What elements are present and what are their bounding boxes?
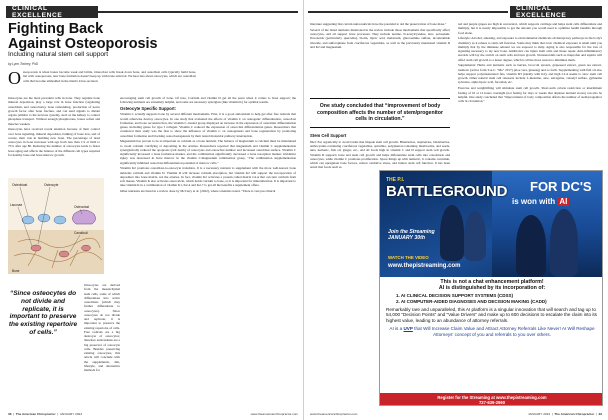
issue-date: JANUARY 2024 [59, 412, 82, 416]
paragraph: Diet: Eat organically to avoid toxins that impede stem cell growth. Blueberries, raspberries, blackberries, anthocyanin-containing cruciferous vegetables, spirulina, polyphenol-containing mushrooms, and seeds, nuts, turmeric, fish oil, ginger, etc., and all foods high in vitamin C and D support stem cell growth. Vitamin D supports bone and stem cell growth and helps differentiate stem cells into osteoblasts and osteocytes, while vitamin C promotes proliferation. Space things up with turmeric, it contains curcumin, which can upregulate bone factors, reduce oxidative stress, and induce stem cell function. It has been noted that foods such as [310, 139, 450, 170]
article-title [8, 22, 158, 51]
byline: by Lynn Toohey, PhD [8, 62, 39, 66]
paragraph: Osteocytes are the most prevalent cells in bone. They regulate bone mineral deposition, play a large role in bone function (regulating osteoblasts and osteoclasts), bone remodeling, production of nerve growth factor after bone fracture, and can send signals to distant organs (similar to the nervous system), such as the kidney to control phosphate transport. Without enough phosphorous, bones soften and muscles weaken. [8, 96, 100, 126]
ad-uvp [386, 326, 598, 338]
paragraph: red and purple grapes are high in resveratrol, which supports cartilage and helps stem cells differentiate and multiply, but it is nearly impossible to get the amount you would need to optimize health benefits through food alone. [458, 22, 602, 35]
paragraph: Osteocytes have received recent attention because of their control over bone signaling, mineral deposition, bulking of bone loss, and of course, their role in building new bone. The percentage of dead osteocytes in bone increases with age from less than 1% at birth to 75% after age 80. Reducing the number of osteocytes leads to faster bone aging and affects the balance of the different cell types required for healthy bone and bone marrow growth. [8, 127, 100, 157]
right-footer [310, 410, 602, 418]
label-osteocyte: Osteocyte [44, 183, 59, 187]
magazine-name: The American Chiropractor [554, 412, 595, 416]
list-item: 2. AI COMPUTER-AIDED DIAGNOSES AND DECISION MAKING (CADD) [396, 299, 547, 304]
ad-heading-2: AI is distinguished by its incorporation of: [438, 285, 546, 292]
banner-rule [98, 11, 298, 13]
ad-site-url[interactable]: www.thepistreaming.com [388, 263, 461, 269]
drop-cap: O [8, 67, 21, 88]
banner-rule [308, 11, 508, 13]
ad-stream-date: Join the Streaming JANUARY 30th [388, 229, 435, 242]
intro-paragraph [8, 67, 196, 88]
ad-person-silhouette [550, 209, 578, 277]
article-subtitle: Including natural stem cell support [8, 51, 109, 58]
page-number: 39 [598, 412, 602, 416]
ad-heading-1: This is not a chat enhancement platform! [440, 279, 544, 285]
paragraph: Exercise and weightlifting will stimulate stem cell growth. Short-term calorie restriction or intermittent fasting of 16 or 12 hours overnight (not fasting for days or weeks that depletes nutrient stores) can also be helpful. One study concluded that "improvement of body composition affects the number of stem/progenitor cells in circulation." [458, 86, 602, 104]
pull-quote: One study concluded that “improvement of body composition affects the number of stem/progenitor cells in circulation.” [310, 98, 450, 128]
article-title-line1: Fighting Back [8, 21, 104, 37]
right-column-1b [310, 132, 450, 171]
label-canaliculi: Canaliculi [74, 231, 88, 235]
ad-register-bar[interactable] [380, 393, 603, 406]
ad-right-headline [530, 181, 592, 193]
right-column-1 [310, 22, 450, 51]
left-column-1 [8, 96, 100, 159]
ad-for-dcs: FOR DC'S [530, 179, 592, 194]
paragraph: literature suggesting that certain nutraceuticals have the potential to aid the preservation of bone mass." [310, 22, 447, 26]
paragraph: Supplements: Herbs and nutrients such as berries, broccoli sprouts, grapeseed extract, green tea extract, turmeric (active form T.A.C. "Me" 2017) (aloe vera, ginseng) and so forth. Supplementing with fish oil also helps support polyunsaturated fats, vitamin D3 (ideally with K2), and high CLA seems to slow stem cell growth. Other natural stem cell releasers include L-theanine, aloe, astragalus, vanadyl sulfate, gymnema sylvestre, alpha lipoic acid, fucoidan, etc. [458, 63, 602, 85]
paragraph: Several of the listed nutrients mentioned in the review include those mechanisms that specifically affect osteocytes, and all support bone processes. They include taurine, N-acetylcysteine, zinc, potassium, flavonoids (particularly quercetin), biotin, lipoic acid, melatonin, glucosamine sulfate, nicotinamide riboside, and sulforaphane from cruciferous vegetables, as well as the previously mentioned vitamin D and K2 and magnesium. [310, 27, 450, 49]
left-column-3 [120, 96, 296, 195]
label-bone: Bone [12, 269, 20, 273]
subheading: Stem Cell Support [310, 133, 347, 138]
label-osteoblast: Osteoblast [12, 183, 28, 187]
ad-is: is [512, 197, 519, 206]
ad-register-text[interactable]: Register for the Streaming at www.thepistreaming.com [437, 395, 547, 400]
ad-phone[interactable]: 727-639-2960 [478, 400, 506, 405]
label-osteoclast: Osteoclast [74, 205, 90, 209]
ad-person-silhouette [516, 215, 546, 277]
ad-won-with: won with [520, 197, 556, 206]
label-lacunae: Lacunae [10, 203, 23, 207]
list-item: 1. AI CLINICAL DECISION SUPPORT SYSTEMS (CDSS) [396, 293, 514, 299]
ad-body [386, 279, 598, 338]
paragraph: encouraging stem cell growth of bone. Of note, Calcium and vitamin D get all the press when it comes to bone support; the following nutrients are extremely helpful, and some are necessary synergists (like vitamin K) for optimal results. [120, 96, 296, 105]
ad-headline: BATTLEGROUND [386, 183, 508, 200]
issue-date: JANUARY 2024 [528, 412, 551, 416]
ad-paragraph: Remarkably rare and unparalleled, this AI platform is a singular innovation that will search and tag up to 54,000 "Decision Points" and "Value Drivers" and make up to 600 decisions to escalate the claim into its highest value, leading to an abundance of attorney referrals. [386, 306, 597, 324]
paragraph: Vitamin C actually supports bone by several different mechanisms. First, it is a good antioxidant to help get after free radicals that would otherwise destroy osteocytes. In one study that evaluated the effects of vitamin C on osteogenic differentiation, osteoclast formation, and bone reconstruction, the vitamin C-treated group displayed an increase in the expression of osteoblast differentiation genes, including genes for type I collagen. Vitamin C reduced the expression of osteoclast differentiation genes. Researchers that conducted their study was the first to show the influence of vitamin C on osteogenesis and bone regeneration by promoting osteoblast formation and blocking osteoclastogenesis by their tested molecular pathway interruption. [120, 112, 296, 138]
intro-text: steoporosis is when bones become weak and brittle. Osteoclast cells break down bone, and osteoblast cells typically build bone, but with osteoporosis, new bone formation doesn't keep up with bone removal. We hear less about osteocytes, which are osteoblast cells that become embedded in the matrix it has secreted. [23, 70, 196, 83]
left-column-2 [84, 283, 120, 374]
subheading: Osteocyte Specific Support: [120, 105, 177, 111]
right-column-2 [458, 22, 602, 105]
magazine-name: The American Chiropractor [15, 412, 56, 416]
section-banner: CLINICAL EXCELLENCE [6, 6, 98, 18]
ad-won-with-ai [512, 197, 569, 206]
ad-watch-video[interactable]: WATCH THE VIDEO [388, 255, 429, 260]
paragraph: Other nutrients are listed in a review done by McCarty et al. (2022), where scientists noted, "There is vast pre-clinical [120, 189, 276, 194]
ad-uvp-rest: that Will Increase Claim Value and Attract Attorney Referrals Like Never! AI Will Reshape Attorneys' concept of you and referrals to you over others. [414, 325, 595, 337]
left-footer [8, 410, 298, 418]
ad-ai-badge: AI [559, 197, 568, 206]
page-number: 38 [8, 412, 12, 416]
paragraph: Lifestyle: Alcohol, smoking, and exposure to environmental chemicals all disrupt key pathways in the body's chemistry as it relates to stem cell function. Some may think that toxic chemical exposure is small until you multiply that by the immense amount we are exposed to daily. Aging is also responsible for the loss of signaling necessary to lay new bone. Antibiotics can injure stem cells and tissue repair. Anti-inflammatory steroids will lay the switch on stem cells and turn growth. Nonsteroidals such as ibuprofen and aspirin will affect stem cell growth to a lesser degree, which is all the more reason to minimize them. [458, 36, 602, 62]
article-title-line2: Against Osteoporosis [8, 35, 158, 52]
ad-feature-list [396, 293, 598, 304]
footer-url[interactable]: www.theamericanchiropractor.com [310, 412, 358, 416]
ad-uvp-bold: UVP [403, 325, 413, 331]
paragraph: Magnesium has proven to be as important as calcium as a bone nutrient. The balance of magnesium to calcium must be maintained to avoid calcium calcifying or depositing in the arteries. Researchers reported that magnesium and vitamin C supplementation synergistically reduced the apoptosis (cell death) of osteocytes and osteoclast number and increased osteoblast surface. Vitamin C significantly increased a bone formation marker, and the combination significantly decreased a bone resorption marker. Oxidative injury was decreased in bone marrow in the vitamin C/magnesium combination group. "The combination supplementation significantly inhibited osteoclast differentiation potential of marrow cells." [120, 139, 296, 165]
footer-info: 38 | The American Chiropractor | JANUARY 2024 [8, 412, 82, 416]
ad-kicker: THE P.I. [386, 177, 405, 183]
advertisement[interactable] [379, 170, 603, 406]
footer-info: JANUARY 2024 | The American Chiropractor | 39 [528, 412, 602, 416]
ad-hero [380, 171, 603, 277]
section-banner: CLINICAL EXCELLENCE [510, 6, 602, 18]
paragraph: Osteocytes are derived from the mesenchymal stem cells, some of which differentiate into active osteoblasts (which may further differentiate to osteocytes). Since osteocytes do not divide and replicate, it is important to preserve the existing repertoire of cells. Free radicals are a big destroyer of osteocytes; therefore antioxidants are a big preserver of osteocyte cells. Besides preserving existing osteocytes, this article will conclude with the supplements, diet, lifestyle, and alternative methods for [84, 283, 120, 372]
ad-person-silhouette [464, 211, 486, 261]
osteocyte-diagram [8, 178, 104, 274]
pull-quote: “Since osteocytes do not divide and replicate, it is important to preserve the existing repertoire of cells.” [8, 290, 78, 336]
ad-uvp-lead: AI is a [389, 325, 403, 331]
paragraph: Vitamin K2 promotes osteoblast-to-osteocyte transition. It is a necessary nutrient to supplement with the more well-known bone nutrients calcium and vitamin D. Vitamin D will increase calcium absorption, but vitamin K2 will support the incorporation of deposition into bone matrix, not the arteries. In fact, vitamin K2 activates a protein called matrix GLA that can turn calcium from soft tissues. Vitamin K also activates osteocalcin, which holds calcium to bone, so it is important for mineralization. It is important to take vitamin K in a combination of vitamin K1, K2-4 and K2-7 to get all the benefits a supplement offers. [120, 166, 296, 188]
footer-url[interactable]: www.theamericanchiropractor.com [250, 412, 298, 416]
